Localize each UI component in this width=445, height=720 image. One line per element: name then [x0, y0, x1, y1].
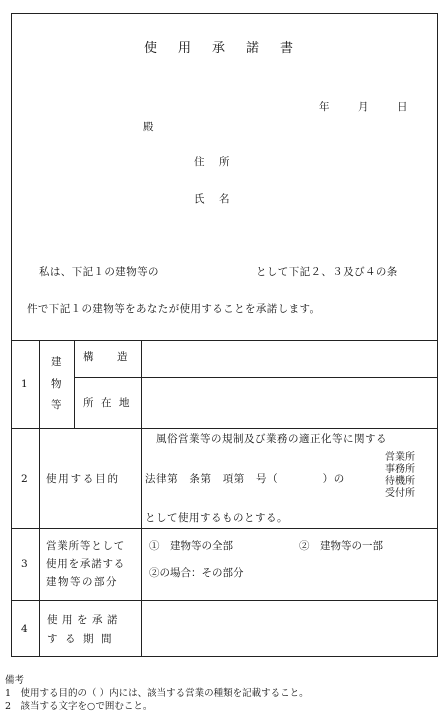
purpose-label: 使用する目的 — [46, 473, 120, 485]
number-column-divider — [39, 340, 40, 657]
note-item: 1 使用する目的の（ ）内には、該当する営業の種類を記載すること。 — [5, 688, 309, 699]
portion-option-part[interactable]: ② 建物等の一部 — [299, 540, 383, 552]
portion-label-line: 営業所等として — [46, 540, 126, 552]
business-type-option[interactable]: 営業所 — [385, 452, 415, 463]
date-year: 年 — [319, 101, 330, 113]
business-type-option[interactable]: 事務所 — [385, 464, 415, 475]
structure-label-char: 造 — [117, 351, 128, 363]
purpose-text-line3: として使用するものとする。 — [145, 512, 288, 524]
location-label-char: 在 — [101, 397, 112, 409]
title-char: 諾 — [246, 41, 260, 56]
row1-number: 1 — [21, 378, 28, 390]
row4-number: 4 — [21, 623, 28, 635]
consent-text-line2: 件で下記１の建物等をあなたが使用することを承諾します。 — [27, 303, 321, 315]
row2-row3-divider — [11, 528, 438, 529]
row1-row2-divider — [11, 428, 438, 429]
name-label-char: 名 — [219, 193, 230, 205]
note-item: 2 該当する文字を○で囲むこと。 — [5, 701, 153, 712]
period-value-field[interactable] — [142, 601, 437, 656]
address-label-char: 所 — [219, 156, 230, 168]
portion-part-detail: ②の場合：その部分 — [149, 567, 244, 579]
row1-group-label: 建 物 等 — [51, 356, 62, 411]
location-value-field[interactable] — [142, 378, 437, 427]
notes-heading: 備考 — [5, 675, 25, 686]
consent-text-line1-start: 私は、下記１の建物等の — [39, 266, 159, 278]
consent-text-line1-end: として下記２、３及び４の条 — [256, 266, 398, 278]
row2-number: 2 — [21, 473, 28, 485]
purpose-text-line1: 風俗営業等の規制及び業務の適正化等に関する — [156, 433, 387, 445]
row3-number: 3 — [21, 558, 28, 570]
title-char: 承 — [212, 41, 226, 56]
location-label-char: 所 — [83, 397, 94, 409]
date-month: 月 — [358, 101, 369, 113]
period-label-line: する期間 — [47, 633, 119, 645]
portion-label-line: 使用を承諾する — [46, 558, 126, 570]
date-day: 日 — [397, 101, 408, 113]
title-char: 用 — [178, 41, 192, 56]
address-label-char: 住 — [194, 156, 205, 168]
location-label-char: 地 — [119, 397, 130, 409]
structure-value-field[interactable] — [142, 341, 437, 376]
business-type-options — [385, 453, 415, 501]
title-char: 使 — [144, 41, 158, 56]
portion-option-whole[interactable]: ① 建物等の全部 — [149, 540, 233, 552]
title-char: 書 — [280, 41, 294, 56]
business-type-option[interactable]: 待機所 — [385, 476, 415, 487]
portion-label-line: 建物等の部分 — [46, 576, 118, 588]
period-label-line: 使用を承諾 — [47, 614, 122, 626]
purpose-law-reference: 法律第 条第 項第 号（ ）の — [145, 473, 345, 485]
name-label-char: 氏 — [194, 193, 205, 205]
business-type-option[interactable]: 受付所 — [385, 488, 415, 499]
addressee-honorific: 殿 — [143, 121, 154, 133]
structure-label-char: 構 — [83, 351, 94, 363]
row1-group-divider — [74, 340, 75, 428]
